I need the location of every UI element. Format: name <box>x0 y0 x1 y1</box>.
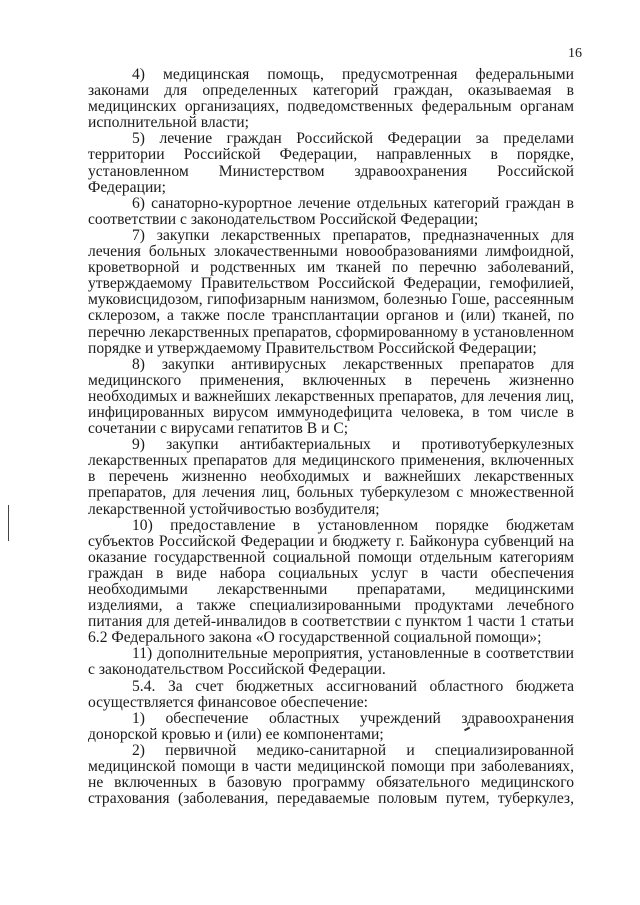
paragraph-subitem-2: 2) первичной медико-санитарной и специализированной медицинской помощи в части медицинской помощи при заболеваниях, не включенных в базовую программу обязательного медицинского страхования (заболевания, передаваемые половым путем, туберкулез, <box>88 741 574 808</box>
paragraph-item-6: 6) санаторно-курортное лечение отдельных категорий граждан в соответствии с законодательством Российской Федерации; <box>88 194 574 228</box>
page-number: 16 <box>568 46 582 61</box>
paragraph-item-10: 10) предоставление в установленном порядке бюджетам субъектов Российской Федерации и бюджету г. Байконура субвенций на оказание государственной социальной помощи отдельным категориям граждан в виде набора социальных услуг в части обеспечения необходимыми лекарственными препаратами, медицинскими изделиями, а также специализированными продуктами лечебного питания для детей-инвалидов в соответствии с пунктом 1 части 1 статьи 6.2 Федерального закона «О государственной социальной помощи»; <box>88 516 574 647</box>
paragraph-item-4: 4) медицинская помощь, предусмотренная федеральными законами для определенных категорий граждан, оказываемая в медицинских организациях, подведомственных федеральным органам исполнительной власти; <box>88 66 574 132</box>
document-body <box>88 67 574 807</box>
paragraph-item-7: 7) закупки лекарственных препаратов, предназначенных для лечения больных злокачественными новообразованиями лимфоидной, кроветворной и родственных им тканей по перечню заболеваний, утверждаемому Правительством Российской Федерации, гемофилией, муковисцидозом, гипофизарным нанизмом, болезнью Гоше, рассеянным склерозом, а также после трансплантации органов и (или) тканей, по перечню лекарственных препаратов, сформированному в установленном порядке и утверждаемому Правительством Российской Федерации; <box>88 226 574 357</box>
section-5-4-heading: 5.4. За счет бюджетных ассигнований областного бюджета осуществляется финансовое обеспечение: <box>88 677 574 711</box>
scan-margin-mark <box>8 505 9 541</box>
paragraph-item-8: 8) закупки антивирусных лекарственных препаратов для медицинского применения, включенных в перечень жизненно необходимых и важнейших лекарственных препаратов, для лечения лиц, инфицированных вирусом иммунодефицита человека, в том числе в сочетании с вирусами гепатитов B и C; <box>88 355 574 438</box>
paragraph-item-11: 11) дополнительные мероприятия, установленные в соответствии с законодательством Российской Федерации. <box>88 645 574 679</box>
paragraph-subitem-1: 1) обеспечение областных учреждений здравоохранения донорской кровью и (или) ее компонентами; <box>88 709 574 743</box>
paragraph-item-5: 5) лечение граждан Российской Федерации за пределами территории Российской Федерации, направленных в порядке, установленном Министерством здравоохранения Российской Федерации; <box>88 130 574 196</box>
paragraph-item-9: 9) закупки антибактериальных и противотуберкулезных лекарственных препаратов для медицинского применения, включенных в перечень жизненно необходимых и важнейших лекарственных препаратов, для лечения лиц, больных туберкулезом с множественной лекарственной устойчивостью возбудителя; <box>88 436 574 518</box>
